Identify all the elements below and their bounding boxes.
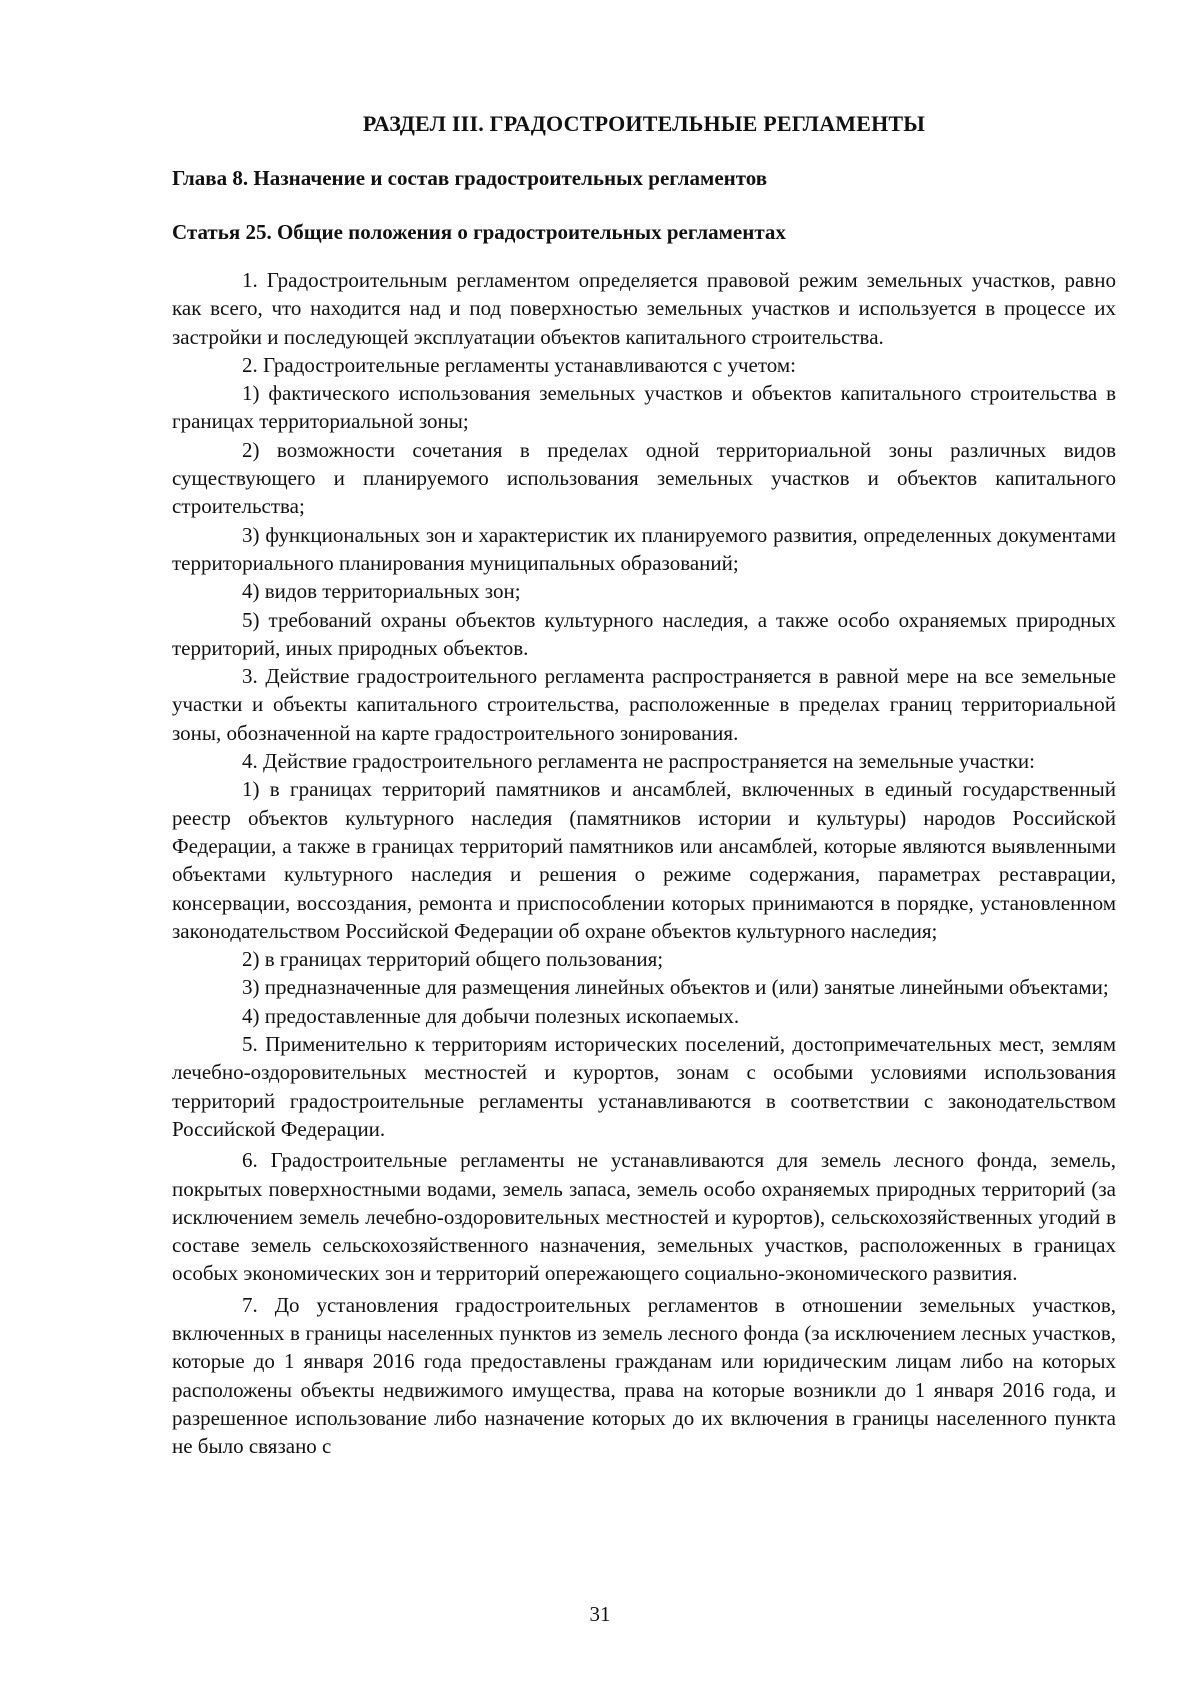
paragraph: 7. До установления градостроительных регламентов в отношении земельных участков, включенных в границы населенных пунктов из земель лесного фонда (за исключением лесных участков, которые до 1 января 2016 года предоставлены гражданам или юридическим лицам либо на которых расположены объекты недвижимого имущества, права на которые возникли до 1 января 2016 года, и разрешенное использование либо назначение которых до их включения в границы населенного пункта не было связано с — [172, 1292, 1116, 1459]
paragraph: 4) видов территориальных зон; — [242, 579, 521, 604]
paragraph: 1. Градостроительным регламентом определяется правовой режим земельных участков, равно как всего, что находится над и под поверхностью земельных участков и используется в процессе их застройки и последующей эксплуатации объектов капитального строительства. — [172, 268, 1116, 349]
paragraph: 4. Действие градостроительного регламента не распространяется на земельные участки: — [242, 749, 1035, 774]
paragraph: 3) функциональных зон и характеристик их планируемого развития, определенных документами территориального планирования муниципальных образований; — [172, 522, 1116, 575]
paragraph: 4) предоставленные для добычи полезных ископаемых. — [242, 1003, 740, 1028]
page-number: 31 — [589, 1602, 611, 1626]
paragraph: 5. Применительно к территориям исторических поселений, достопримечательных мест, землям лечебно-оздоровительных местностей и курортов, зонам с особыми условиями использования территорий градостроительные регламенты устанавливаются в соответствии с законодательством Российской Федерации. — [172, 1032, 1116, 1141]
document-content — [172, 110, 1116, 1460]
paragraph: 3. Действие градостроительного регламента распространяется в равной мере на все земельные участки и объекты капитального строительства, расположенные в пределах границ территориальной зоны, обозначенной на карте градостроительного зонирования. — [172, 664, 1116, 745]
paragraph: 2) в границах территорий общего пользования; — [242, 947, 664, 972]
section-title: РАЗДЕЛ III. ГРАДОСТРОИТЕЛЬНЫЕ РЕГЛАМЕНТЫ — [362, 111, 926, 136]
article-title: Статья 25. Общие положения о градостроительных регламентах — [172, 220, 786, 244]
paragraph: 6. Градостроительные регламенты не устанавливаются для земель лесного фонда, земель, покрытых поверхностными водами, земель запаса, земель особо охраняемых природных территорий (за исключением земель лечебно-оздоровительных местностей и курортов), сельскохозяйственных угодий в составе земель сельскохозяйственного назначения, земельных участков, расположенных в границах особых экономических зон и территорий опережающего социально-экономического развития. — [172, 1148, 1116, 1286]
paragraph: 2. Градостроительные регламенты устанавливаются с учетом: — [242, 352, 796, 377]
chapter-title: Глава 8. Назначение и состав градостроительных регламентов — [172, 166, 768, 190]
article-body — [172, 266, 1116, 1460]
paragraph: 1) в границах территорий памятников и ансамблей, включенных в единый государственный реестр объектов культурного наследия (памятников истории и культуры) народов Российской Федерации, а также в границах территорий памятников или ансамблей, которые являются выявленными объектами культурного наследия и решения о режиме содержания, параметрах реставрации, консервации, воссоздания, ремонта и приспособлении которых принимаются в порядке, установленном законодательством Российской Федерации об охране объектов культурного наследия; — [172, 777, 1116, 943]
paragraph: 2) возможности сочетания в пределах одной территориальной зоны различных видов существующего и планируемого использования земельных участков и объектов капитального строительства; — [172, 437, 1116, 519]
paragraph: 3) предназначенные для размещения линейных объектов и (или) занятые линейными объектами; — [242, 975, 1109, 1000]
paragraph: 5) требований охраны объектов культурного наследия, а также особо охраняемых природных территорий, иных природных объектов. — [172, 607, 1116, 660]
paragraph: 1) фактического использования земельных участков и объектов капитального строительства в границах территориальной зоны; — [172, 381, 1116, 434]
